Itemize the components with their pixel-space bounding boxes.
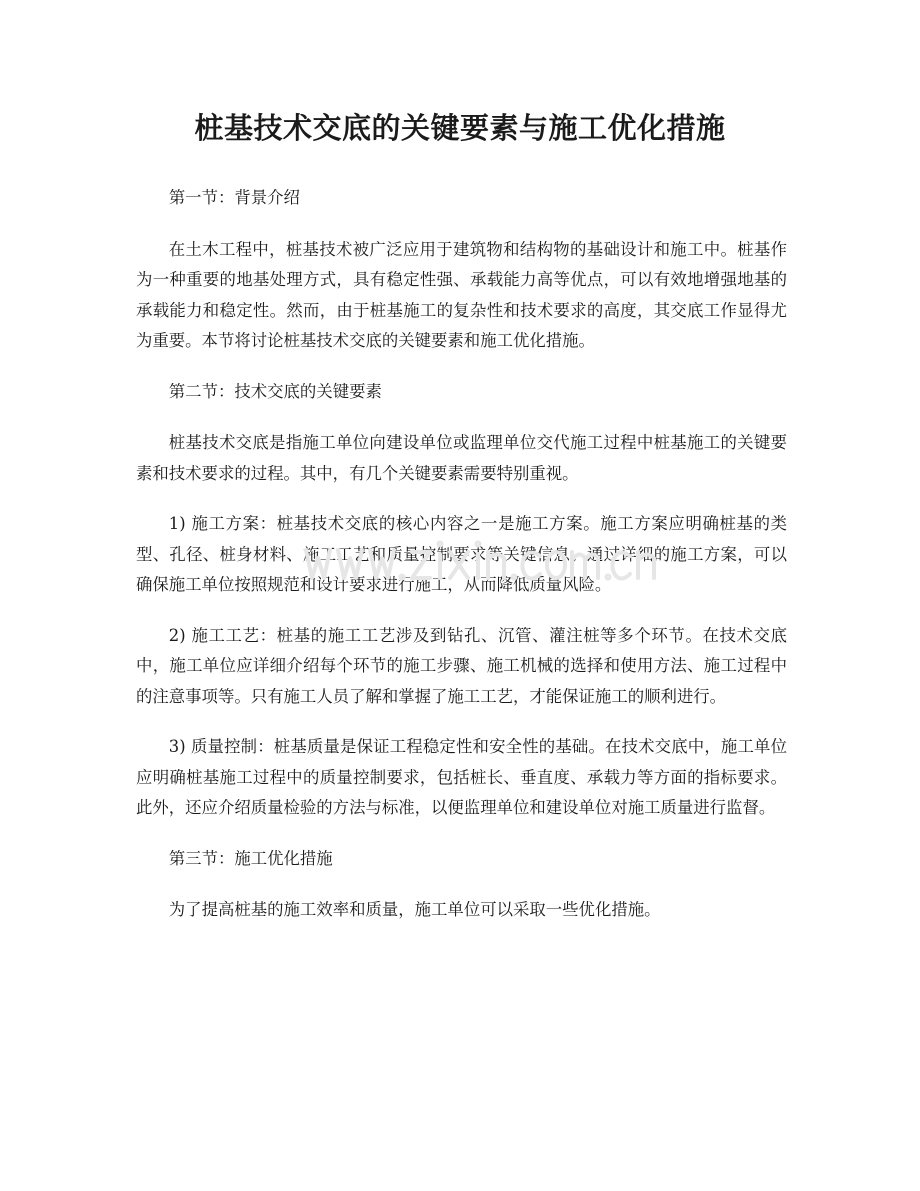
section-heading-2: 第二节：技术交底的关键要素 bbox=[168, 381, 382, 401]
section-heading-3: 第三节：施工优化措施 bbox=[168, 848, 333, 868]
paragraph-construction-process: 2) 施工工艺：桩基的施工工艺涉及到钻孔、沉管、灌注桩等多个环节。在技术交底中，施工单位应详细介绍每个环节的施工步骤、施工机械的选择和使用方法、施工过程中的注意事项等。只有施工人员了解和掌握了施工工艺，才能保证施工的顺利进行。 bbox=[136, 625, 787, 706]
paragraph-key-elements-intro: 桩基技术交底是指施工单位向建设单位或监理单位交代施工过程中桩基施工的关键要素和技术要求的过程。其中，有几个关键要素需要特别重视。 bbox=[136, 433, 787, 483]
paragraph-optimization-intro: 为了提高桩基的施工效率和质量，施工单位可以采取一些优化措施。 bbox=[168, 900, 661, 919]
document-title: 桩基技术交底的关键要素与施工优化措施 bbox=[194, 111, 726, 145]
document-body bbox=[136, 183, 787, 946]
paragraph-background: 在土木工程中，桩基技术被广泛应用于建筑物和结构物的基础设计和施工中。桩基作为一种重要的地基处理方式，具有稳定性强、承载能力高等优点，可以有效地增强地基的承载能力和稳定性。然而，由于桩基施工的复杂性和技术要求的高度，其交底工作显得尤为重要。本节将讨论桩基技术交底的关键要素和施工优化措施。 bbox=[136, 239, 787, 350]
section-heading-1: 第一节：背景介绍 bbox=[168, 188, 300, 207]
paragraph-construction-plan: 1) 施工方案：桩基技术交底的核心内容之一是施工方案。施工方案应明确桩基的类型、孔径、桩身材料、施工工艺和质量控制要求等关键信息。通过详细的施工方案，可以确保施工单位按照规范和设计要求进行施工，从而降低质量风险。 bbox=[136, 514, 787, 594]
paragraph-quality-control: 3) 质量控制：桩基质量是保证工程稳定性和安全性的基础。在技术交底中，施工单位应明确桩基施工过程中的质量控制要求，包括桩长、垂直度、承载力等方面的指标要求。此外，还应介绍质量检验的方法与标准，以便监理单位和建设单位对施工质量进行监督。 bbox=[136, 737, 787, 817]
